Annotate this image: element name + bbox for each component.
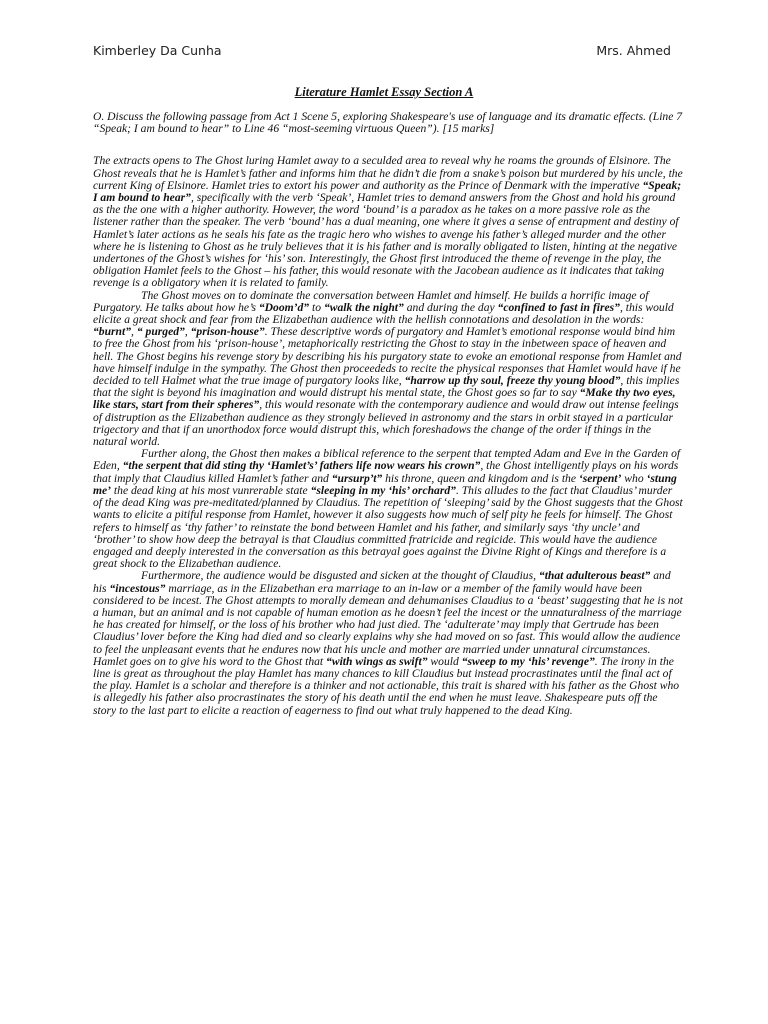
quoted-phrase: ‘stung me’ (93, 471, 677, 497)
quoted-phrase: ‘serpent’ (578, 471, 622, 485)
text-run: his throne, queen and kingdom and is the (382, 471, 579, 485)
text-run: . This alludes to the fact that Claudius’ murder of the dead King was pre-meditated/planned by Claudius. The repetition of ‘sleeping’ said by the Ghost suggests that the Ghost wants to elicite a pitiful response from Hamlet, however it also suggests how much of self pity he feels for himself. The Ghost refers to himself as ‘thy father’ to reinstate the bond between Hamlet and his father, and similarly says ‘thy uncle’ and ‘brother’ to show how deep the betrayal is that Claudius committed fratricide and regicide. This would have the audience engaged and deeply interested in the conversation as this betrayal goes against the Divine Right of Kings and therefore is a great shock to the Elizabethan audience. (93, 483, 683, 571)
quoted-phrase: “sweep to my ‘his’ revenge” (461, 654, 595, 668)
teacher-name: Mrs. Ahmed (596, 43, 671, 58)
quoted-phrase: “that adulterous beast” (538, 569, 651, 583)
text-run: , this implies that the sight is beyond his imagination and would distrupt his mental state, the Ghost goes so far to say (93, 374, 680, 400)
quoted-phrase: “incestous” (109, 581, 166, 595)
text-run: , specifically with the verb ‘Speak’, Hamlet tries to demand answers from the Ghost and hold his ground as the the one with a higher authority. However, the word ‘bound’ is a paradox as he takes on a more passive role as the listener rather than the speaker. The verb ‘bound’ has a dual meaning, one where it gives a sense of entrapment and destiny of Hamlet’s later actions as he seals his fate as the tragic hero who wishes to avenge his father’s alleged murder and the other where he is listening to Ghost as he truly believes that it is his father and is morally obligated to listen, hinting at the negative undertones of the Ghost’s wishes for ‘his’ son. Interestingly, the Ghost first introduced the theme of revenge in the play, the obligation Hamlet feels to the Ghost – his father, this would resonate with the Jacobean audience as it indicates that taking revenge is a obligatory when it is related to family. (93, 191, 679, 290)
text-run: The Ghost moves on to dominate the conversation between Hamlet and himself. He builds a horrific image of Purgatory. He talks about how he’s (93, 288, 649, 314)
quoted-phrase: “ purged” (136, 325, 185, 339)
quoted-phrase: “prison-house” (190, 325, 265, 339)
text-run: and during the day (403, 300, 498, 314)
quoted-phrase: “confined to fast in fires” (497, 300, 620, 314)
text-run: who (621, 471, 647, 485)
text-run: , (131, 325, 137, 339)
paragraph-2 (93, 290, 683, 449)
text-run: and his (93, 569, 671, 595)
text-run: Furthermore, the audience would be disgusted and sicken at the thought of Claudius, (141, 569, 539, 583)
quoted-phrase: “burnt” (93, 325, 132, 339)
text-run: Further along, the Ghost then makes a biblical reference to the serpent that tempted Adam and Eve in the Garden of Eden, (93, 447, 681, 473)
text-run: marriage, as in the Elizabethan era marriage to an in-law or a member of the family would have been considered to be incest. The Ghost attempts to morally demean and dehumanises Claudius to a ‘beast’ suggesting that he is not a human, but an animal and is not capable of human emotion as he doesn’t feel the incest or the unnaturalness of the marriage he has created for himself, or the loss of his brother who had just died. The ‘adulterate’ may imply that Gertrude has been Claudius’ lover before the King had died and so clearly explains why she had moved on so fast. This would allow the audience to feel the unpleasant events that he endures now that his uncle and mother are married under unnatural circumstances. Hamlet goes on to give his word to the Ghost that (93, 581, 683, 668)
quoted-phrase: “walk the night” (323, 300, 404, 314)
quoted-phrase: “with wings as swift” (326, 654, 428, 668)
paragraph-3 (93, 448, 683, 570)
author-name: Kimberley Da Cunha (93, 43, 222, 58)
quoted-phrase: “ursurp’t” (331, 471, 383, 485)
quoted-phrase: “sleeping in my ‘his’ orchard” (310, 483, 456, 497)
text-run: would (427, 654, 462, 668)
quoted-phrase: “harrow up thy soul, freeze thy young blood” (404, 374, 621, 388)
text-run: , this would elicite a great shock and fear from the Elizabethan audience with the hellish connotations and desolation in the words: (93, 300, 674, 327)
quoted-phrase: “Doom’d” (258, 300, 310, 314)
paragraph-4 (93, 570, 683, 716)
quoted-phrase: “Speak; I am bound to hear” (93, 178, 682, 205)
text-run: , the Ghost intelligently plays on his words that imply that Claudius killed Hamlet’s father and (93, 459, 679, 485)
paragraph-1 (93, 155, 683, 289)
text-run: . The irony in the line is great as throughout the play Hamlet has many chances to kill Claudius but instead procrastinates until the final act of the play. Hamlet is a scholar and therefore is a thinker and not actionable, this trait is shared with his father as the Ghost who is allegedly his father also procrastinates the story of his death until the end when he must leave. Shakespeare puts off the story to the last part to elicite a reaction of eagerness to find out what truly happened to the dead King. (93, 654, 680, 717)
text-run: to (309, 300, 324, 314)
essay-title: Literature Hamlet Essay Section A (294, 85, 474, 99)
text-run: . These descriptive words of purgatory and Hamlet’s emotional response would bind him to free the Ghost from his ‘prison-house’, metaphorically restricting the Ghost to stay in the inbetween space of heaven and hell. The Ghost begins his revenge story by describing his his purgatory state to evoke an emotional response from Hamlet and have himself indulge in the sympathy. The Ghost then proceededs to recite the physical responses that Hamlet would have if he decided to tell Halmet what the true image of purgatory looks like, (93, 325, 682, 388)
text-run: , (184, 325, 191, 339)
text-run: the dead king at his most vunrerable state (111, 483, 311, 497)
quoted-phrase: “the serpent that did sting thy ‘Hamlet’s’ fathers life now wears his crown” (122, 459, 481, 473)
essay-question: O. Discuss the following passage from Act 1 Scene 5, exploring Shakespeare's use of language and its dramatic effects. (Line 7 “Speak; I am bound to hear” to Line 46 “most-seeming virtuous Queen”). [15 marks] (93, 110, 683, 136)
text-run: , this would resonate with the contemporary audience and would draw out intense feelings of distruption as the Elizabethan audience as they strongly believed in astronomy and the stars in orbit stayed in a particular trigectory and that if an unorthodox force would distrupt this, which foreshadows the change of the order if things in the natural world. (93, 398, 679, 449)
essay-body (93, 111, 683, 717)
quoted-phrase: “Make thy two eyes, like stars, start from their spheres” (93, 386, 676, 412)
text-run: The extracts opens to The Ghost luring Hamlet away to a seculded area to reveal why he roams the grounds of Elsinore. The Ghost reveals that he is Hamlet’s father and informs him that he didn’t die from a snake’s poison but murdered by his uncle, the current King of Elsinore. Hamlet tries to extort his power and authority as the Prince of Denmark with the imperative (93, 154, 683, 192)
